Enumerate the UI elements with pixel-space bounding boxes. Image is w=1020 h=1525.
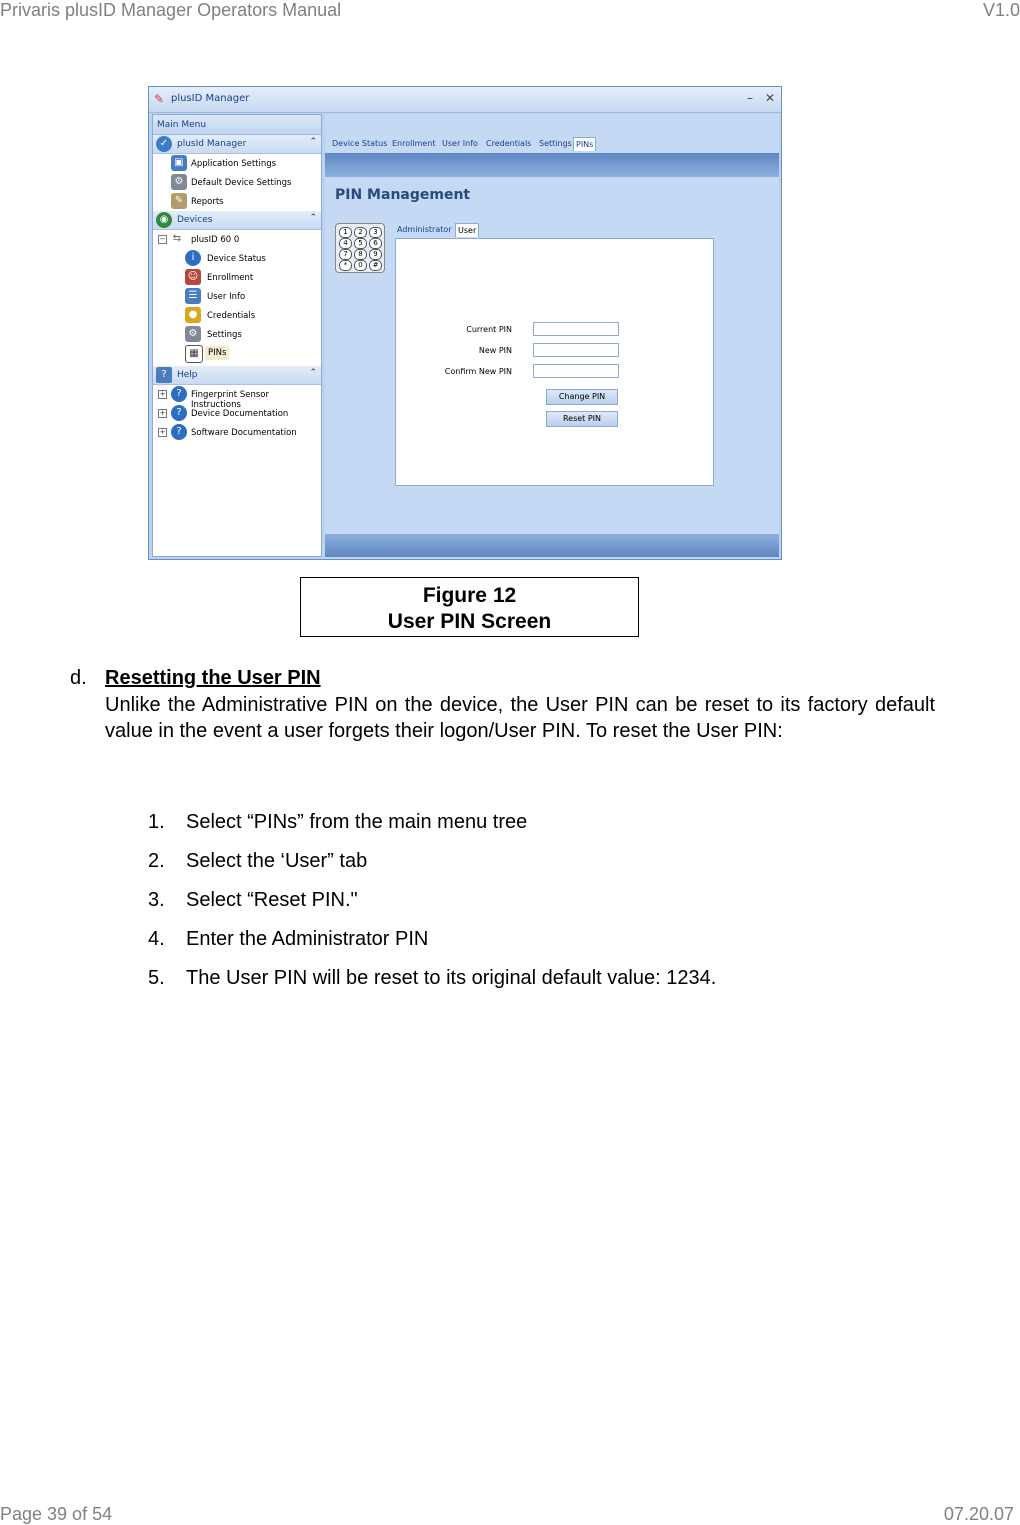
- figure-title: User PIN Screen: [387, 610, 552, 633]
- step-number: 3.: [148, 889, 165, 911]
- step-number: 5.: [148, 967, 165, 989]
- step-text: Select “PINs” from the main menu tree: [186, 811, 528, 833]
- usb-icon: ⇆: [172, 233, 182, 244]
- step-text: Select the ‘User” tab: [186, 850, 368, 872]
- section-letter: d.: [70, 667, 87, 689]
- footer-band: [325, 534, 779, 557]
- section-devices[interactable]: [153, 211, 321, 230]
- header-version: V1.0: [982, 0, 1020, 20]
- expand-tree-icon[interactable]: +: [159, 409, 166, 417]
- keypad-grid-icon: ▦: [185, 345, 203, 363]
- collapse-tree-icon[interactable]: −: [159, 235, 166, 243]
- menu-label: Device Status: [207, 254, 266, 264]
- menu-software-documentation[interactable]: [153, 423, 321, 442]
- menu-label: Fingerprint Sensor Instructions: [191, 390, 269, 410]
- minimize-button[interactable]: –: [747, 91, 753, 105]
- info-icon: i: [185, 250, 201, 266]
- collapse-icon[interactable]: ⌃: [309, 368, 317, 378]
- step-number: 4.: [148, 928, 165, 950]
- window-title: plusID Manager: [171, 93, 250, 104]
- key: 1: [339, 227, 352, 238]
- menu-label: PINs: [205, 346, 229, 360]
- content-area: [325, 114, 779, 557]
- users-icon: ☺: [185, 269, 201, 285]
- key: 9: [369, 249, 382, 260]
- help-icon: ?: [171, 424, 187, 440]
- step-item: [148, 850, 367, 873]
- tab-pins[interactable]: PINs: [573, 137, 596, 151]
- tab-credentials[interactable]: Credentials: [486, 139, 532, 148]
- section-help[interactable]: [153, 366, 321, 385]
- key: 7: [339, 249, 352, 260]
- user-card-icon: ☰: [185, 288, 201, 304]
- menu-settings[interactable]: [153, 325, 321, 344]
- menu-enrollment[interactable]: [153, 268, 321, 287]
- change-pin-button[interactable]: Change PIN: [546, 389, 618, 405]
- step-number: 1.: [148, 811, 165, 833]
- title-bar: [149, 87, 781, 113]
- sidebar: [152, 114, 322, 557]
- section-body: Unlike the Administrative PIN on the device, the User PIN can be reset to its factory default value in the event a user forgets their logon/User PIN. To reset the User PIN:: [105, 694, 935, 742]
- devices-icon: ◉: [156, 212, 172, 228]
- step-text: Select “Reset PIN.": [186, 889, 358, 911]
- tab-settings[interactable]: Settings: [539, 139, 572, 148]
- menu-fingerprint-instructions[interactable]: [153, 385, 321, 410]
- device-label: plusID 60 0: [191, 235, 240, 245]
- menu-label: Device Documentation: [191, 409, 289, 419]
- lock-icon: ●: [185, 307, 201, 323]
- collapse-icon[interactable]: ⌃: [309, 137, 317, 147]
- monitor-icon: ▣: [171, 155, 187, 171]
- section-label: Help: [177, 370, 198, 380]
- footer-date: 07.20.07: [943, 1504, 1014, 1524]
- keypad-icon: [335, 223, 385, 273]
- key: 2: [354, 227, 367, 238]
- user-pin-panel: [395, 238, 714, 486]
- menu-label: User Info: [207, 292, 246, 302]
- collapse-icon[interactable]: ⌃: [309, 213, 317, 223]
- step-text: The User PIN will be reset to its original default value: 1234.: [186, 967, 717, 989]
- key: 0: [354, 260, 367, 271]
- gear-icon: ⚙: [171, 174, 187, 190]
- reset-pin-button[interactable]: Reset PIN: [546, 411, 618, 427]
- menu-application-settings[interactable]: [153, 154, 321, 173]
- confirm-pin-input[interactable]: [533, 364, 619, 378]
- step-item: [148, 928, 428, 951]
- gear-icon: ⚙: [185, 326, 201, 342]
- menu-pins[interactable]: [153, 344, 321, 363]
- expand-tree-icon[interactable]: +: [159, 390, 166, 398]
- help-icon: ?: [171, 405, 187, 421]
- menu-device-status[interactable]: [153, 249, 321, 268]
- tab-enrollment[interactable]: Enrollment: [392, 139, 436, 148]
- header-title: Privaris plusID Manager Operators Manual: [0, 0, 342, 20]
- page-number: Page 39 of 54: [0, 1504, 113, 1524]
- help-icon: ?: [171, 386, 187, 402]
- confirm-pin-label: Confirm New PIN: [444, 367, 512, 376]
- step-number: 2.: [148, 850, 165, 872]
- menu-reports[interactable]: [153, 192, 321, 211]
- figure-caption: [300, 577, 639, 637]
- menu-label: Software Documentation: [191, 428, 297, 438]
- header-band: [325, 153, 779, 177]
- tab-user-info[interactable]: User Info: [442, 139, 478, 148]
- menu-label: Enrollment: [207, 273, 254, 283]
- menu-label: Default Device Settings: [191, 178, 292, 188]
- tab-administrator[interactable]: Administrator: [397, 225, 452, 234]
- key: 6: [369, 238, 382, 249]
- menu-label: Application Settings: [191, 159, 277, 169]
- section-plusid-manager[interactable]: [153, 135, 321, 154]
- figure-number: Figure 12: [422, 584, 517, 607]
- tab-user[interactable]: User: [455, 223, 479, 237]
- menu-credentials[interactable]: [153, 306, 321, 325]
- key: #: [369, 260, 382, 271]
- current-pin-input[interactable]: [533, 322, 619, 336]
- help-icon: ?: [156, 367, 172, 383]
- menu-label: Settings: [207, 330, 242, 340]
- menu-user-info[interactable]: [153, 287, 321, 306]
- step-item: [148, 889, 358, 912]
- expand-tree-icon[interactable]: +: [159, 428, 166, 436]
- current-pin-label: Current PIN: [466, 325, 512, 334]
- app-logo-icon: ✎: [154, 92, 165, 106]
- new-pin-input[interactable]: [533, 343, 619, 357]
- tab-device-status[interactable]: Device Status: [332, 139, 388, 148]
- pin-management-heading: PIN Management: [335, 187, 471, 203]
- section-title: Resetting the User PIN: [105, 667, 321, 689]
- menu-device-documentation[interactable]: [153, 404, 321, 423]
- app-window: [148, 86, 782, 560]
- section-label: Devices: [177, 215, 213, 225]
- menu-label: Reports: [191, 197, 224, 207]
- new-pin-label: New PIN: [478, 346, 512, 355]
- main-menu-header: Main Menu: [153, 115, 321, 135]
- section-label: plusId Manager: [177, 139, 247, 149]
- key: 3: [369, 227, 382, 238]
- report-icon: ✎: [171, 193, 187, 209]
- key: 5: [354, 238, 367, 249]
- step-item: [148, 811, 527, 834]
- plusid-manager-icon: ✓: [156, 136, 172, 152]
- key: 8: [354, 249, 367, 260]
- menu-default-device-settings[interactable]: [153, 173, 321, 192]
- key: *: [339, 260, 352, 271]
- menu-label: Credentials: [207, 311, 256, 321]
- key: 4: [339, 238, 352, 249]
- tree-device[interactable]: [153, 230, 321, 249]
- step-item: [148, 967, 716, 990]
- close-button[interactable]: ✕: [765, 91, 776, 105]
- step-text: Enter the Administrator PIN: [186, 928, 429, 950]
